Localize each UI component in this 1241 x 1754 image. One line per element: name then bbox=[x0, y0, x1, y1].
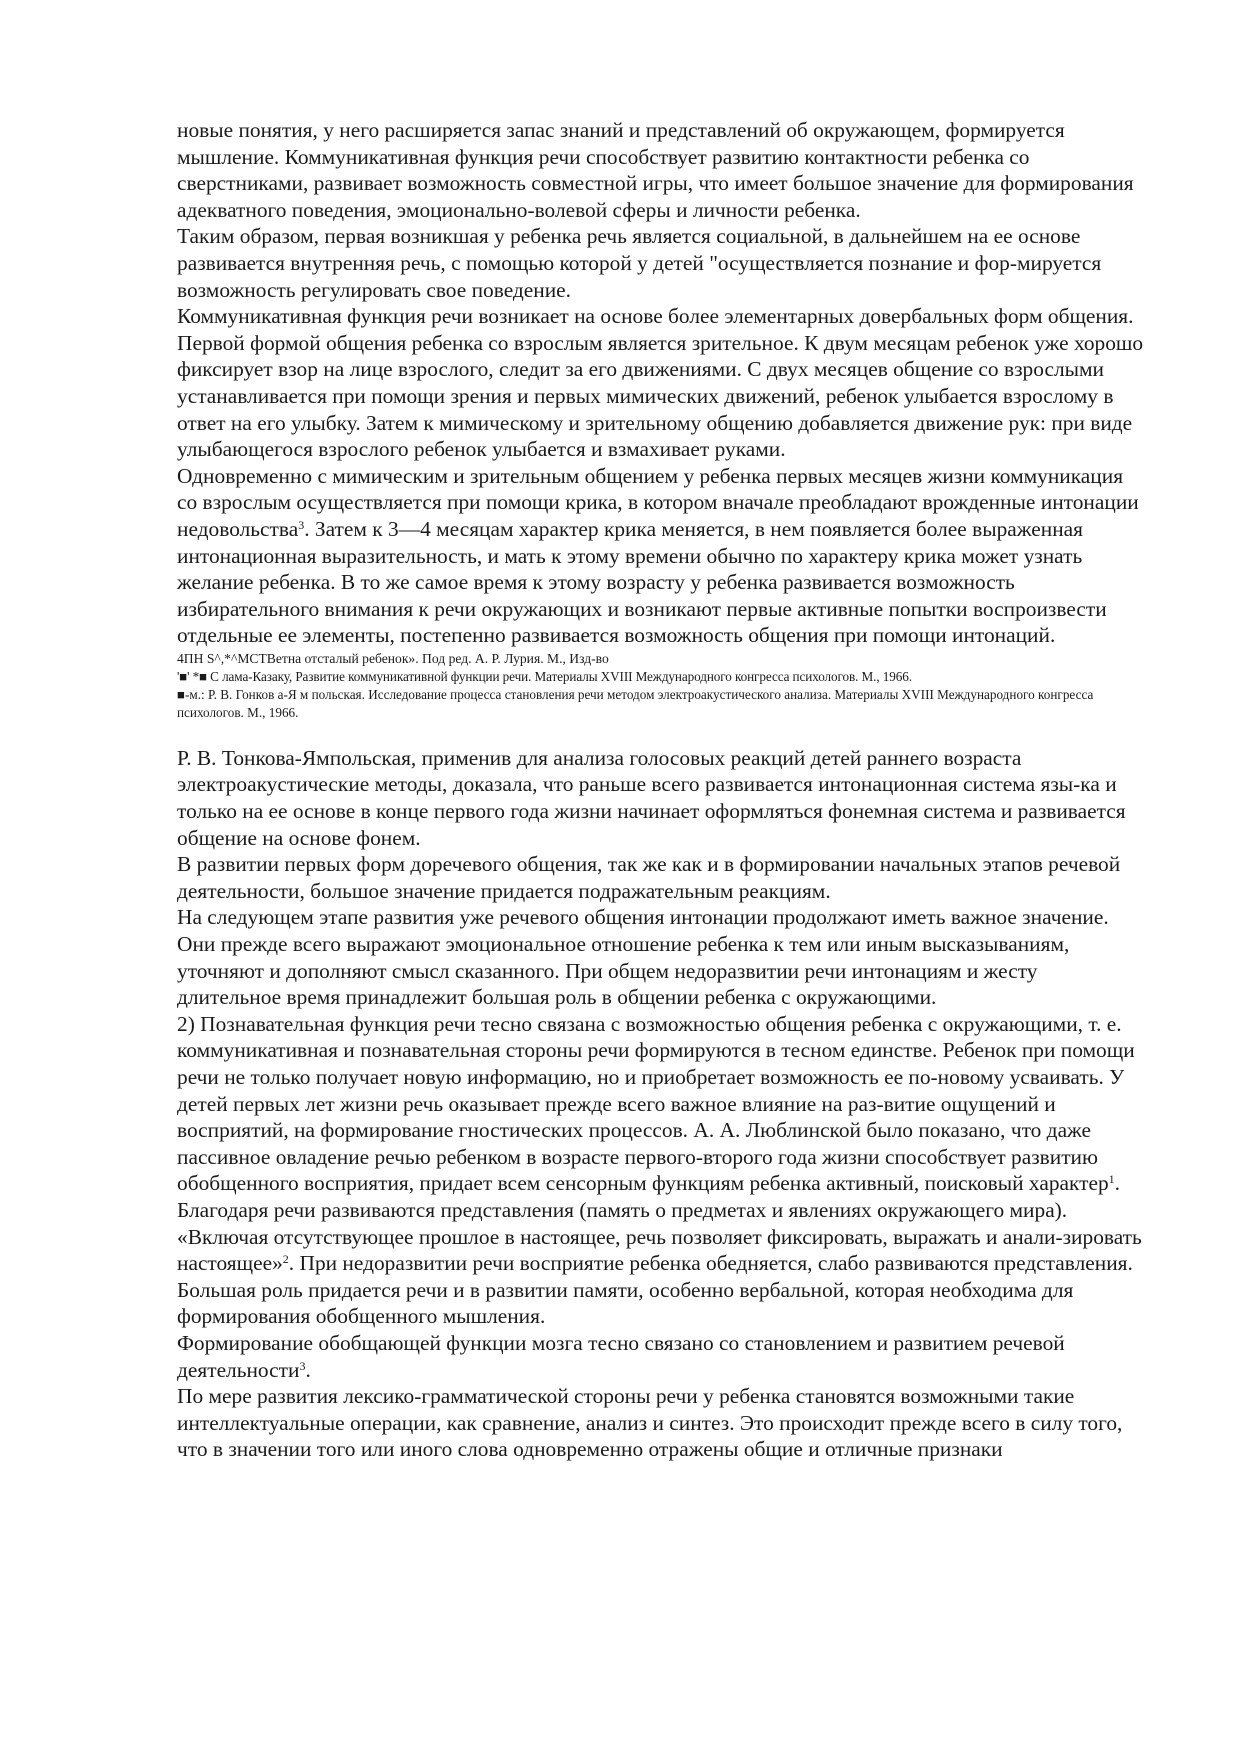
paragraph: 2) Познавательная функция речи тесно связана с возможностью общения ребенка с окружающими, т. е. коммуникативная и познавательная стороны речи формируются в тесном единстве. Ребенок при помощи речи не только получает новую информацию, но и приобретает возможность ее по-новому усваивать. У детей первых лет жизни речь оказывает прежде всего важное влияние на раз-витие ощущений и восприятий, на формирование гностических процессов. А. А. Люблинской было показано, что даже пассивное овладение речью ребенком в возрасте первого-второго года жизни способствует развитию обобщенного восприятия, придает всем сенсорным функциям ребенка активный, поисковый характер$^1$. bbox=[177, 1011, 1135, 1196]
paragraph: В развитии первых форм доречевого общения, так же как и в формировании начальных этапов речевой деятельности, большое значение придается подражательным реакциям. bbox=[177, 852, 1121, 903]
document-page bbox=[177, 117, 1145, 1463]
paragraph: По мере развития лексико-грамматической стороны речи у ребенка становятся возможными такие интеллектуальные операции, как сравнение, анализ и синтез. Это происходит прежде всего в силу того, что в значении того или иного слова одновременно отражены общие и отличные признаки bbox=[177, 1384, 1123, 1462]
paragraph: Р. В. Тонкова-Ямпольская, применив для анализа голосовых реакций детей раннего возраста электроакустические методы, доказала, что раньше всего развивается интонационная система язы-ка и только на ее основе в конце первого года жизни начинает оформляться фонемная система и развивается общение на основе фонем. bbox=[177, 745, 1126, 850]
paragraph: Благодаря речи развиваются представления (память о предметах и явлениях окружающего мира). «Включая отсутствующее прошлое в настоящее, речь позволяет фиксировать, выражать и анали-зировать настоящее»$^2$. При недоразвитии речи восприятие ребенка обедняется, слабо развиваются представления. bbox=[177, 1197, 1142, 1276]
paragraph: На следующем этапе развития уже речевого общения интонации продолжают иметь важное значение. Они прежде всего выражают эмоциональное отношение ребенка к тем или иным высказываниям, уточняют и дополняют смысл сказанного. При общем недоразвитии речи интонациям и жесту длительное время принадлежит большая роль в общении ребенка с окружающими. bbox=[177, 905, 1109, 1010]
paragraph: Одновременно с мимическим и зрительным общением у ребенка первых месяцев жизни коммуникация со взрослым осуществляется при помощи крика, в котором вначале преобладают врожденные интонации недовольства$^3$. Затем к 3—4 месяцам характер крика меняется, в нем появляется более выраженная интонационная выразительность, и мать к этому времени обычно по характеру крика может узнать желание ребенка. В то же самое время к этому возрасту у ребенка развивается возможность избирательного внимания к речи окружающих и возникают первые активные попытки воспроизвести отдельные ее элементы, постепенно развивается возможность общения при помощи интонаций. bbox=[177, 463, 1139, 648]
page-gap bbox=[177, 722, 1145, 745]
footnote-ref: 1 bbox=[1108, 1172, 1115, 1187]
footnote-ref: 3 bbox=[298, 517, 305, 532]
paragraph: Формирование обобщающей функции мозга тесно связано со становлением и развитием речевой деятельности$^3$. bbox=[177, 1330, 1065, 1382]
footnote: '■' *■ С лама-Казаку, Развитие коммуникативной функции речи. Материалы XVIII Международного конгресса психологов. М., 1966. bbox=[177, 668, 912, 684]
paragraph: новые понятия, у него расширяется запас знаний и представлений об окружающем, формируется мышление. Коммуникативная функция речи способствует развитию контактности ребенка со сверстниками, развивает возможность совместной игры, что имеет большое значение для формирования адекватного поведения, эмоционально-волевой сферы и личности ребенка. bbox=[177, 118, 1134, 222]
footnote-ref: 2 bbox=[282, 1252, 289, 1267]
text-block-bottom bbox=[177, 745, 1145, 1463]
paragraph: Большая роль придается речи и в развитии памяти, особенно вербальной, которая необходима для формирования обобщенного мышления. bbox=[177, 1277, 1074, 1329]
paragraph: Коммуникативная функция речи возникает на основе более элементарных довербальных форм общения. Первой формой общения ребенка со взрослым является зрительное. К двум месяцам ребенок уже хорошо фиксирует взор на лице взрослого, следит за его движениями. С двух месяцев общение со взрослыми устанавливается при помощи зрения и первых мимических движений, ребенок улыбается взрослому в ответ на его улыбку. Затем к мимическому и зрительному общению добавляется движение рук: при виде улыбающегося взрослого ребенок улыбается и взмахивает руками. bbox=[177, 304, 1144, 462]
footnote: 4ПН S^,*^МСТВетна отсталый ребенок». Под ред. А. Р. Лурия. М., Изд-во bbox=[177, 650, 609, 666]
footnotes bbox=[177, 650, 1145, 722]
text-block-top bbox=[177, 117, 1145, 649]
footnote: ■-м.: Р. В. Гонков а-Я м польская. Исследование процесса становления речи методом электроакустического анализа. Материалы XVIII Международного конгресса психологов. М., 1966. bbox=[177, 686, 1094, 720]
paragraph: Таким образом, первая возникшая у ребенка речь является социальной, в дальнейшем на ее основе развивается внутренняя речь, с помощью которой у детей "осуществляется познание и фор-мируется возможность регулировать свое поведение. bbox=[177, 224, 1102, 302]
footnote-ref: 3 bbox=[299, 1358, 306, 1373]
